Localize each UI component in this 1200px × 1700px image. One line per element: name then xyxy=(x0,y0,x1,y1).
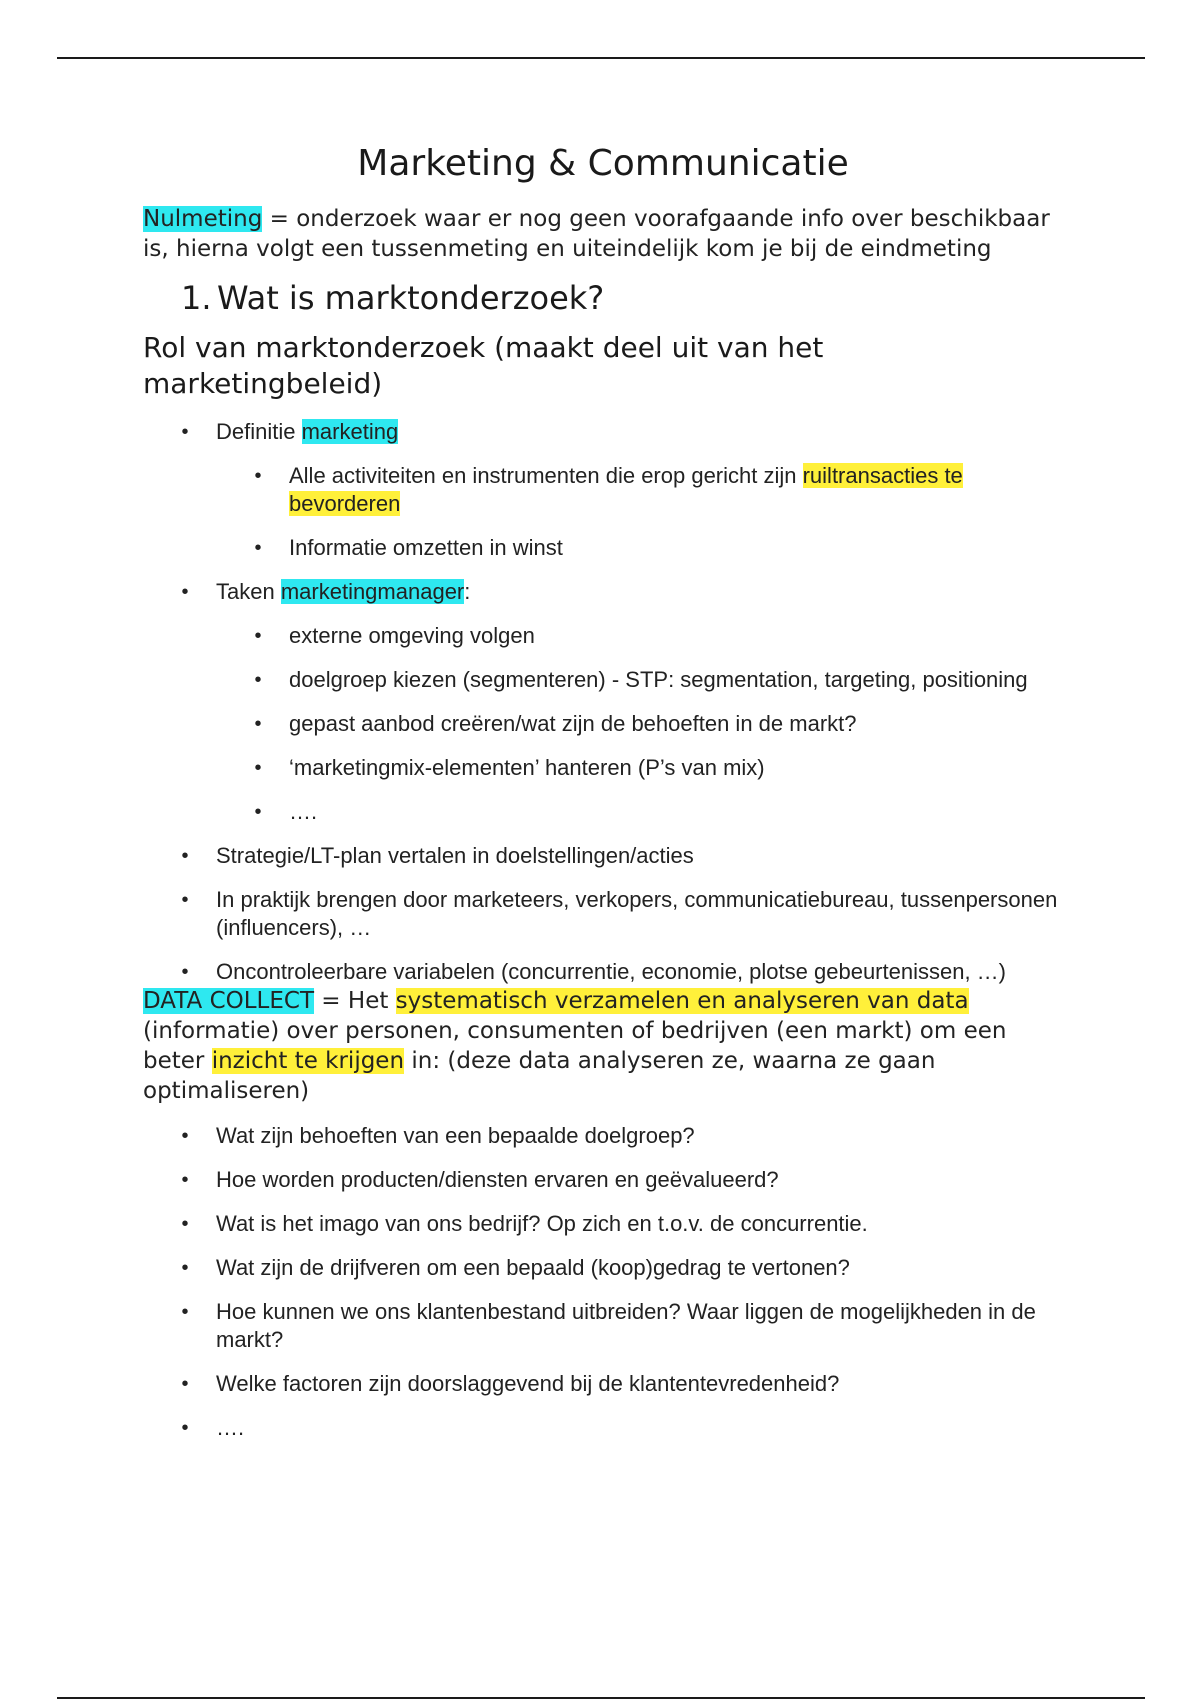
list-item xyxy=(216,710,1063,738)
list-item xyxy=(216,622,1063,650)
bullet: • xyxy=(181,581,189,603)
bullet: • xyxy=(254,537,262,559)
term-nulmeting: Nulmeting xyxy=(143,206,263,232)
taken-sublist xyxy=(216,622,1063,826)
question-text: Wat zijn de drijfveren om een bepaald (koop)gedrag te vertonen? xyxy=(216,1255,850,1280)
question-item xyxy=(143,1414,1063,1442)
list-item-definitie xyxy=(143,418,1063,562)
question-item xyxy=(143,1166,1063,1194)
taken-suffix: : xyxy=(464,579,471,604)
list-item xyxy=(216,754,1063,782)
list-item xyxy=(216,462,1063,518)
section-heading xyxy=(181,276,1063,320)
data-collect-paragraph xyxy=(143,986,1063,1106)
question-text: …. xyxy=(216,1415,245,1440)
data-collect-mid: (informatie) over personen, consumenten of bedrijven (een markt) om een beter xyxy=(143,1018,1007,1074)
bullet: • xyxy=(181,1169,189,1191)
list-item xyxy=(216,666,1063,694)
question-text: Welke factoren zijn doorslaggevend bij de klantentevredenheid? xyxy=(216,1371,840,1396)
list-item xyxy=(143,886,1063,942)
question-item xyxy=(143,1370,1063,1398)
bullet: • xyxy=(181,1213,189,1235)
subheading: Rol van marktonderzoek (maakt deel uit van het marketingbeleid) xyxy=(143,331,824,400)
bullet: • xyxy=(254,625,262,647)
marketing-list xyxy=(143,418,1063,986)
document-body xyxy=(143,138,1063,1442)
list-item xyxy=(216,534,1063,562)
question-text: Hoe worden producten/diensten ervaren en geëvalueerd? xyxy=(216,1167,779,1192)
bullet: • xyxy=(181,421,189,443)
list-item-taken xyxy=(143,578,1063,826)
data-collect-end: in: (deze data analyseren ze, waarna ze gaan optimaliseren) xyxy=(143,1048,936,1104)
list-item xyxy=(143,958,1063,986)
definitie-item-text: Informatie omzetten in winst xyxy=(289,535,563,560)
page-title: Marketing & Communicatie xyxy=(357,143,849,184)
bullet: • xyxy=(181,1373,189,1395)
taken-prefix: Taken xyxy=(216,579,281,604)
list-item-text: In praktijk brengen door marketeers, verkopers, communicatiebureau, tussenpersonen (influencers), … xyxy=(216,887,1058,940)
bullet: • xyxy=(181,845,189,867)
intro-text: = onderzoek waar er nog geen voorafgaande info over beschikbaar is, hierna volgt een tussenmeting en uiteindelijk kom je bij de eindmeting xyxy=(143,206,1050,262)
term-marketing: marketing xyxy=(301,419,399,444)
highlight-ruiltransacties: ruiltransacties te bevorderen xyxy=(289,463,963,516)
section-title: Wat is marktonderzoek? xyxy=(217,279,605,317)
data-collect-eq: = Het xyxy=(314,988,396,1014)
taken-item: gepast aanbod creëren/wat zijn de behoeften in de markt? xyxy=(289,711,857,736)
taken-item: …. xyxy=(289,799,318,824)
term-marketingmanager: marketingmanager xyxy=(280,579,465,604)
bullet: • xyxy=(181,1257,189,1279)
taken-item: ‘marketingmix-elementen’ hanteren (P’s van mix) xyxy=(289,755,765,780)
list-item-text: Oncontroleerbare variabelen (concurrentie, economie, plotse gebeurtenissen, …) xyxy=(216,959,1006,984)
highlight-systematisch: systematisch verzamelen en analyseren van data xyxy=(395,988,969,1014)
taken-item: doelgroep kiezen (segmenteren) - STP: segmentation, targeting, positioning xyxy=(289,667,1028,692)
questions-list xyxy=(143,1122,1063,1442)
bullet: • xyxy=(181,1417,189,1439)
question-item xyxy=(143,1122,1063,1150)
bullet: • xyxy=(254,465,262,487)
definitie-item-text: Alle activiteiten en instrumenten die erop gericht zijn xyxy=(289,463,803,488)
question-item xyxy=(143,1254,1063,1282)
question-text: Hoe kunnen we ons klantenbestand uitbreiden? Waar liggen de mogelijkheden in de markt? xyxy=(216,1299,1036,1352)
list-item-text: Strategie/LT-plan vertalen in doelstellingen/acties xyxy=(216,843,694,868)
highlight-inzicht: inzicht te krijgen xyxy=(211,1048,405,1074)
definitie-sublist xyxy=(216,462,1063,562)
bullet: • xyxy=(181,889,189,911)
bullet: • xyxy=(181,1301,189,1323)
list-item xyxy=(216,798,1063,826)
bullet: • xyxy=(181,961,189,983)
question-text: Wat is het imago van ons bedrijf? Op zich en t.o.v. de concurrentie. xyxy=(216,1211,868,1236)
bullet: • xyxy=(254,757,262,779)
top-rule xyxy=(57,57,1145,59)
bullet: • xyxy=(254,669,262,691)
list-item xyxy=(143,842,1063,870)
bullet: • xyxy=(181,1125,189,1147)
intro-paragraph xyxy=(143,204,1063,264)
taken-item: externe omgeving volgen xyxy=(289,623,535,648)
question-item xyxy=(143,1298,1063,1354)
section-number: 1. xyxy=(181,279,212,317)
bullet: • xyxy=(254,801,262,823)
bullet: • xyxy=(254,713,262,735)
question-text: Wat zijn behoeften van een bepaalde doelgroep? xyxy=(216,1123,695,1148)
bottom-rule xyxy=(57,1697,1145,1699)
definitie-prefix: Definitie xyxy=(216,419,302,444)
term-data-collect: DATA COLLECT xyxy=(143,988,314,1014)
question-item xyxy=(143,1210,1063,1238)
